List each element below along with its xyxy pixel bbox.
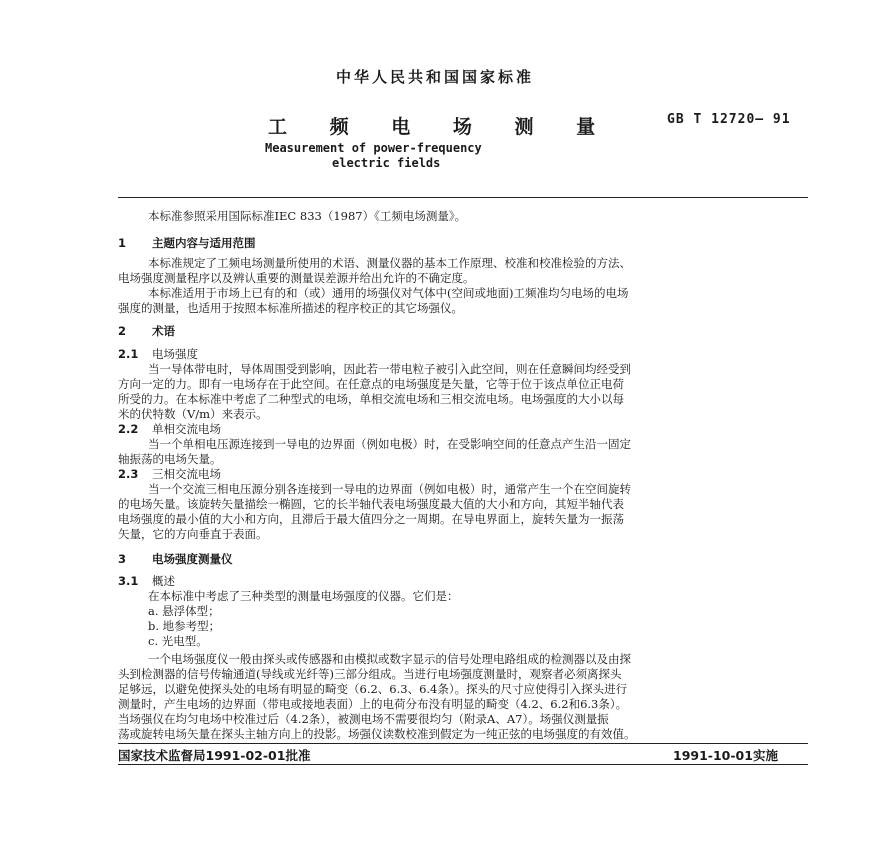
- section-number: 3: [118, 552, 127, 566]
- subsection-title: 三相交流电场: [152, 467, 221, 481]
- subsection-number: 2.2: [118, 422, 139, 436]
- section-number: 2: [118, 324, 127, 338]
- paragraph-line: 的电场矢量。该旋转矢量描绘一椭圆，它的长半轴代表电场强度最大值的大小和方向，其短半轴代表: [118, 497, 624, 511]
- section-number: 1: [118, 236, 127, 250]
- list-item: a. 悬浮体型；: [148, 604, 220, 618]
- paragraph-line: 本标准适用于市场上已有的和（或）通用的场强仪对气体中(空间或地面)工频准均匀电场的电场: [148, 286, 629, 300]
- header-rule: [118, 197, 808, 198]
- paragraph-line: 测量时，产生电场的边界面（带电或接地表面）上的电荷分布没有明显的畸变（4.2、6.2和6.3条）。: [118, 697, 628, 711]
- standard-number: GB T 12720— 91: [667, 112, 791, 127]
- section-1-heading: [118, 236, 808, 251]
- section-title: 术语: [152, 324, 175, 338]
- paragraph-line: 足够远，以避免使探头处的电场有明显的畸变（6.2、6.3、6.4条）。探头的尺寸应使得引入探头进行: [118, 682, 628, 696]
- paragraph-line: 荡或旋转电场矢量在探头主轴方向上的投影。场强仪读数校准到假定为一纯正弦的电场强度的有效值。: [118, 727, 636, 741]
- subsection-2-3-heading: [118, 467, 808, 482]
- english-title-line-2: electric fields: [332, 156, 441, 170]
- subsection-3-1-heading: [118, 574, 808, 589]
- intro-paragraph: 本标准参照采用国际标准IEC 833（1987）《工频电场测量》。: [148, 209, 467, 223]
- section-2-heading: [118, 324, 808, 339]
- paragraph-line: 在本标准中考虑了三种类型的测量电场强度的仪器。它们是：: [148, 589, 459, 603]
- issuing-organization: 中华人民共和国国家标准: [335, 68, 534, 86]
- subsection-number: 2.1: [118, 347, 139, 361]
- section-3-heading: [118, 552, 808, 567]
- footer-rule: [118, 743, 808, 744]
- paragraph-line: 本标准规定了工频电场测量所使用的术语、测量仪器的基本工作原理、校准和校准检验的方法、: [148, 256, 631, 270]
- subsection-title: 单相交流电场: [152, 422, 221, 436]
- paragraph-line: 当一个交流三相电压源分别各连接到一导电的边界面（例如电极）时，通常产生一个在空间旋转: [148, 482, 631, 496]
- subsection-number: 2.3: [118, 467, 139, 481]
- document-title: 工 频 电 场 测 量: [268, 116, 614, 138]
- paragraph-line: 米的伏特数（V/m）来表示。: [118, 407, 268, 421]
- section-title: 主题内容与适用范围: [152, 236, 256, 250]
- footer-bottom-rule: [118, 764, 808, 765]
- english-title-line-1: Measurement of power-frequency: [265, 141, 482, 155]
- subsection-2-2-heading: [118, 422, 808, 437]
- paragraph-line: 强度的测量，也适用于按照本标准所描述的程序校正的其它场强仪。: [118, 301, 463, 315]
- list-item: c. 光电型。: [148, 634, 208, 648]
- paragraph-line: 当一个单相电压源连接到一导电的边界面（例如电极）时，在受影响空间的任意点产生沿一固定: [148, 437, 631, 451]
- effective-date: 1991-10-01实施: [673, 748, 778, 763]
- paragraph-line: 矢量，它的方向垂直于表面。: [118, 527, 268, 541]
- section-title: 电场强度测量仪: [152, 552, 233, 566]
- approval-date: 国家技术监督局1991-02-01批准: [118, 748, 311, 763]
- paragraph-line: 电场强度测量程序以及辨认重要的测量误差源并给出允许的不确定度。: [118, 271, 475, 285]
- paragraph-line: 轴振荡的电场矢量。: [118, 452, 222, 466]
- paragraph-line: 电场强度的最小值的大小和方向，且滞后于最大值四分之一周期。在导电界面上，旋转矢量为一振荡: [118, 512, 624, 526]
- paragraph-line: 头到检测器的信号传输通道(导线或光纤等)三部分组成。当进行电场强度测量时，观察者必须离探头: [118, 667, 622, 681]
- subsection-2-1-heading: [118, 347, 808, 362]
- subsection-title: 电场强度: [152, 347, 198, 361]
- paragraph-line: 当场强仪在均匀电场中校准过后（4.2条），被测电场不需要很均匀（附录A、A7）。场强仪测量振: [118, 712, 609, 726]
- paragraph-line: 一个电场强度仪一般由探头或传感器和由模拟或数字显示的信号处理电路组成的检测器以及由探: [148, 652, 631, 666]
- paragraph-line: 当一导体带电时，导体周围受到影响，因此若一带电粒子被引入此空间，则在任意瞬间均经受到: [148, 362, 631, 376]
- list-item: b. 地参考型；: [148, 619, 221, 633]
- paragraph-line: 方向一定的力。即有一电场存在于此空间。在任意点的电场强度是矢量，它等于位于该点单位正电荷: [118, 377, 624, 391]
- paragraph-line: 所受的力。在本标准中考虑了二种型式的电场，单相交流电场和三相交流电场。电场强度的大小以每: [118, 392, 624, 406]
- subsection-title: 概述: [152, 574, 175, 588]
- subsection-number: 3.1: [118, 574, 139, 588]
